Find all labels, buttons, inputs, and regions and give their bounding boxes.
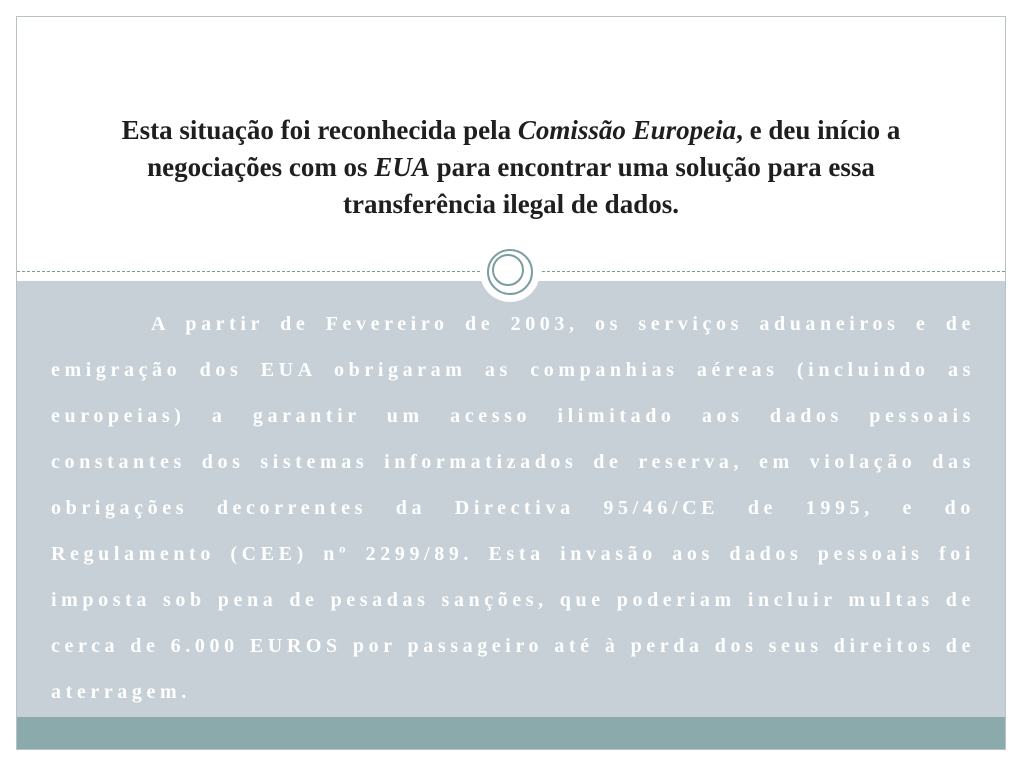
title-text-part3: para encontrar uma solução para essa transferência ilegal de dados.: [343, 152, 875, 219]
title-area: [17, 17, 1005, 271]
double-circle-icon: [480, 242, 540, 302]
body-paragraph: A partir de Fevereiro de 2003, os serviços aduaneiros e de emigração dos EUA obrigaram as companhias aéreas (incluindo as europeias) a garantir um acesso ilimitado aos dados pessoais constantes dos sistemas informatizados de reserva, em violação das obrigações decorrentes da Directiva 95/46/CE de 1995, e do Regulamento (CEE) nº 2299/89. Esta invasão aos dados pessoais foi imposta sob pena de pesadas sanções, que poderiam incluir multas de cerca de 6.000 EUROS por passageiro até à perda dos seus direitos de aterragem.: [51, 313, 975, 703]
title-text-part2: , e deu início a negociações com os: [147, 115, 901, 182]
slide-title: [77, 112, 945, 223]
footer-band: [17, 717, 1005, 750]
title-eua: EUA: [374, 152, 430, 182]
title-text-part1: Esta situação foi reconhecida pela: [121, 115, 518, 145]
slide: [16, 16, 1006, 750]
title-comissao-europeia: Comissão Europeia: [517, 115, 737, 145]
inner-ring: [492, 254, 524, 286]
